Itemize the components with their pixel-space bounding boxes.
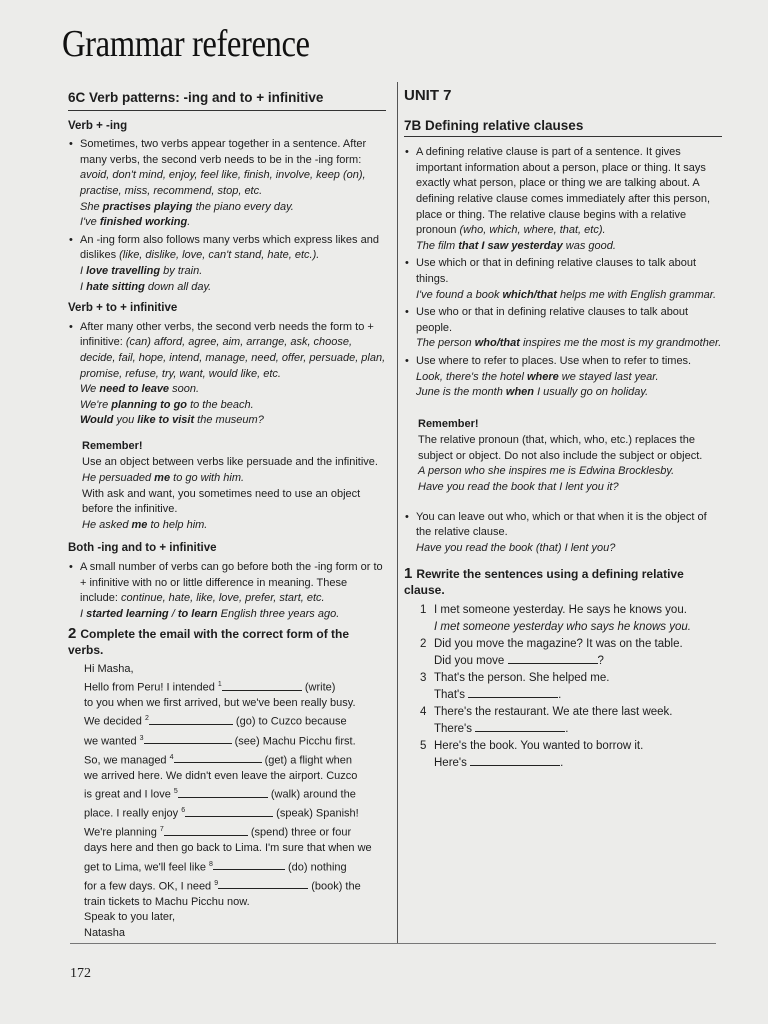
both-list: [68, 560, 386, 622]
rewrite-question: 3 That's the person. She helped me.: [420, 671, 610, 684]
email-line: we wanted $^3$ (see) Machu Picchu first.: [84, 734, 356, 748]
relative-bullet-3: [404, 305, 722, 352]
rewrite-question: 2 Did you move the magazine? It was on the table.: [420, 637, 683, 650]
section-title-7b: 7B Defining relative clauses: [404, 118, 722, 138]
example-sentence: She practises playing the piano every day.: [80, 200, 294, 213]
relative-bullet-4: [404, 354, 722, 401]
email-greeting: Hi Masha,: [84, 662, 134, 675]
unit-heading: UNIT 7: [404, 87, 452, 104]
email-signature: Natasha: [84, 926, 125, 939]
remember-title: Remember!: [418, 417, 479, 430]
example-sentence: Have you read the book that I lent you it?: [418, 481, 619, 494]
remember-text: With ask and want, you sometimes need to use an object before the infinitive.: [82, 487, 361, 516]
example-sentence: June is the month when I usually go on holiday.: [416, 386, 649, 399]
verb-ing-heading: Verb + -ing: [68, 119, 128, 132]
verb-list: (can) afford, agree, aim, arrange, ask, choose, decide, fail, hope, intend, manage, need, offer, persuade, plan, promise, refuse, try, want, would like, etc.: [80, 336, 386, 380]
verb-list: avoid, don't mind, enjoy, feel like, finish, involve, keep (on), practise, miss, recommend, stop, etc.: [80, 169, 366, 197]
verb-to-heading: Verb + to + infinitive: [68, 302, 178, 315]
verb-list: continue, hate, like, love, prefer, start, etc.: [120, 592, 325, 605]
exercise-instruction: Complete the email with the correct form of the verbs.: [68, 627, 350, 657]
email-signoff: Speak to you later,: [84, 911, 176, 924]
pronoun-list: (who, which, where, that, etc).: [459, 224, 606, 237]
email-line: days here and then go back to Lima. I'm sure that when we: [84, 842, 372, 855]
rewrite-question: 4 There's the restaurant. We ate there last week.: [420, 705, 673, 718]
example-sentence: He asked me to help him.: [82, 518, 208, 531]
remember-box-left: [68, 439, 386, 534]
column-divider: [397, 82, 398, 944]
example-sentence: A person who she inspires me is Edwina Brocklesby.: [418, 465, 675, 478]
bullet-text: Use who or that in defining relative clauses to talk about people.: [416, 306, 689, 334]
rewrite-question: 1 I met someone yesterday. He says he knows you.: [420, 603, 687, 616]
email-line: We're planning $^7$ (spend) three or four: [84, 826, 352, 839]
relative-bullet-2: [404, 256, 722, 303]
example-sentence: I've found a book which/that helps me with English grammar.: [416, 288, 717, 301]
email-line: is great and I love $^5$ (walk) around the: [84, 788, 356, 801]
left-column: [68, 90, 386, 941]
rewrite-question: 5 Here's the book. You wanted to borrow it.: [420, 739, 644, 752]
answer-blank-4[interactable]: [475, 721, 565, 732]
example-sentence: I've finished working.: [80, 216, 191, 229]
footer-rule: [70, 943, 716, 944]
example-sentence: We're planning to go to the beach.: [80, 398, 254, 411]
answer-blank-3[interactable]: [144, 733, 232, 744]
email-body: [68, 662, 386, 941]
verb-to-list: [68, 320, 386, 429]
relative-clause-list: [404, 145, 722, 401]
rewrite-answer-line: Did you move ?: [434, 654, 604, 667]
exercise-instruction: Rewrite the sentences using a defining relative clause.: [404, 567, 684, 598]
section-title-6c: 6C Verb patterns: -ing and to + infinitive: [68, 90, 386, 111]
example-sentence: I started learning / to learn English three years ago.: [80, 607, 340, 620]
bullet-text: An -ing form also follows many verbs which express likes and dislikes: [80, 233, 379, 262]
example-sentence: Look, there's the hotel where we stayed last year.: [416, 370, 659, 383]
answer-blank-3[interactable]: [468, 687, 558, 698]
leave-out-list: [404, 510, 722, 557]
answer-blank-2[interactable]: [508, 653, 598, 664]
exercise-1-heading: [404, 566, 722, 598]
answer-blank-9[interactable]: [218, 878, 308, 889]
email-lines: [84, 677, 386, 910]
exercise-2-heading: [68, 626, 386, 658]
answer-blank-4[interactable]: [174, 752, 262, 763]
verb-ing-bullet-2: [68, 233, 386, 295]
answer-blank-7[interactable]: [164, 825, 248, 836]
verb-list: (like, dislike, love, can't stand, hate, etc.).: [119, 249, 320, 262]
relative-bullet-1: [404, 145, 722, 254]
example-sentence: We need to leave soon.: [80, 383, 200, 396]
email-line: for a few days. OK, I need $^9$ (book) the: [84, 879, 361, 893]
both-heading: Both -ing and to + infinitive: [68, 542, 217, 555]
email-line: place. I really enjoy $^6$ (speak) Spanish!: [84, 807, 359, 820]
email-line: to you when we first arrived, but we've been really busy.: [84, 697, 356, 710]
answer-blank-6[interactable]: [185, 806, 273, 817]
remember-text: Use an object between verbs like persuade and the infinitive.: [82, 456, 378, 469]
verb-ing-list: [68, 137, 386, 295]
answer-blank-5[interactable]: [470, 755, 560, 766]
answer-blank-1[interactable]: [222, 680, 302, 691]
remember-box-right: [404, 417, 722, 496]
exercise-number: 2: [68, 625, 77, 643]
answer-blank-2[interactable]: [149, 714, 233, 725]
remember-title: Remember!: [82, 439, 143, 452]
remember-text: The relative pronoun (that, which, who, etc.) replaces the subject or object. Do not also include the subject or object.: [418, 434, 703, 462]
example-sentence: I hate sitting down all day.: [80, 280, 212, 293]
bullet-text: After many other verbs, the second verb needs the form to + infinitive:: [80, 320, 374, 349]
email-line: we arrived here. We didn't even leave the airport. Cuzco: [84, 769, 358, 782]
rewrite-answer-line: There's .: [434, 722, 569, 735]
example-sentence: The person who/that inspires me the most is my grandmother.: [416, 337, 722, 350]
example-sentence: The film that I saw yesterday was good.: [416, 239, 616, 252]
email-line: train tickets to Machu Picchu now.: [84, 895, 250, 908]
example-sentence: I love travelling by train.: [80, 264, 203, 277]
example-sentence: Have you read the book (that) I lent you?: [416, 541, 616, 554]
rewrite-answer-line: That's .: [434, 688, 562, 701]
verb-to-bullet-1: [68, 320, 386, 429]
email-line: Hello from Peru! I intended $^1$ (write): [84, 681, 336, 694]
email-line: We decided $^2$ (go) to Cuzco because: [84, 715, 347, 729]
exercise-number: 1: [404, 565, 413, 583]
answer-blank-5[interactable]: [178, 787, 268, 798]
bullet-text: Sometimes, two verbs appear together in a sentence. After many verbs, the second verb needs to be in the -ing form:: [80, 138, 367, 166]
bullet-text: A defining relative clause is part of a sentence. It gives important information about a person, place or thing. It says exactly what person, place or thing we are talking about. A defining relative clause comes immediately after this person, place or thing. The relative clause begins with a relative pronoun: [416, 146, 711, 237]
page-title: Grammar reference: [62, 23, 310, 65]
example-sentence: He persuaded me to go with him.: [82, 472, 245, 485]
bullet-text: You can leave out who, which or that when it is the object of the relative clause.: [416, 510, 707, 539]
bullet-text: A small number of verbs can go before both the -ing form or to + infinitive with no or little difference in meaning. These include:: [80, 561, 383, 605]
rewrite-example-answer: I met someone yesterday who says he knows you.: [434, 620, 691, 633]
both-bullet-1: [68, 560, 386, 622]
page-number: 172: [70, 966, 91, 981]
rewrite-items: [404, 602, 722, 772]
relative-bullet-5: [404, 510, 722, 557]
bullet-text: Use where to refer to places. Use when to refer to times.: [416, 354, 692, 367]
rewrite-answer-line: Here's .: [434, 756, 564, 769]
email-line: get to Lima, we'll feel like $^8$ (do) nothing: [84, 860, 347, 874]
right-column: [404, 88, 722, 772]
email-line: So, we managed $^4$ (get) a flight when: [84, 753, 353, 767]
example-sentence: Would you like to visit the museum?: [80, 414, 264, 427]
bullet-text: Use which or that in defining relative clauses to talk about things.: [416, 257, 697, 285]
answer-blank-8[interactable]: [213, 859, 285, 870]
verb-ing-bullet-1: [68, 137, 386, 231]
